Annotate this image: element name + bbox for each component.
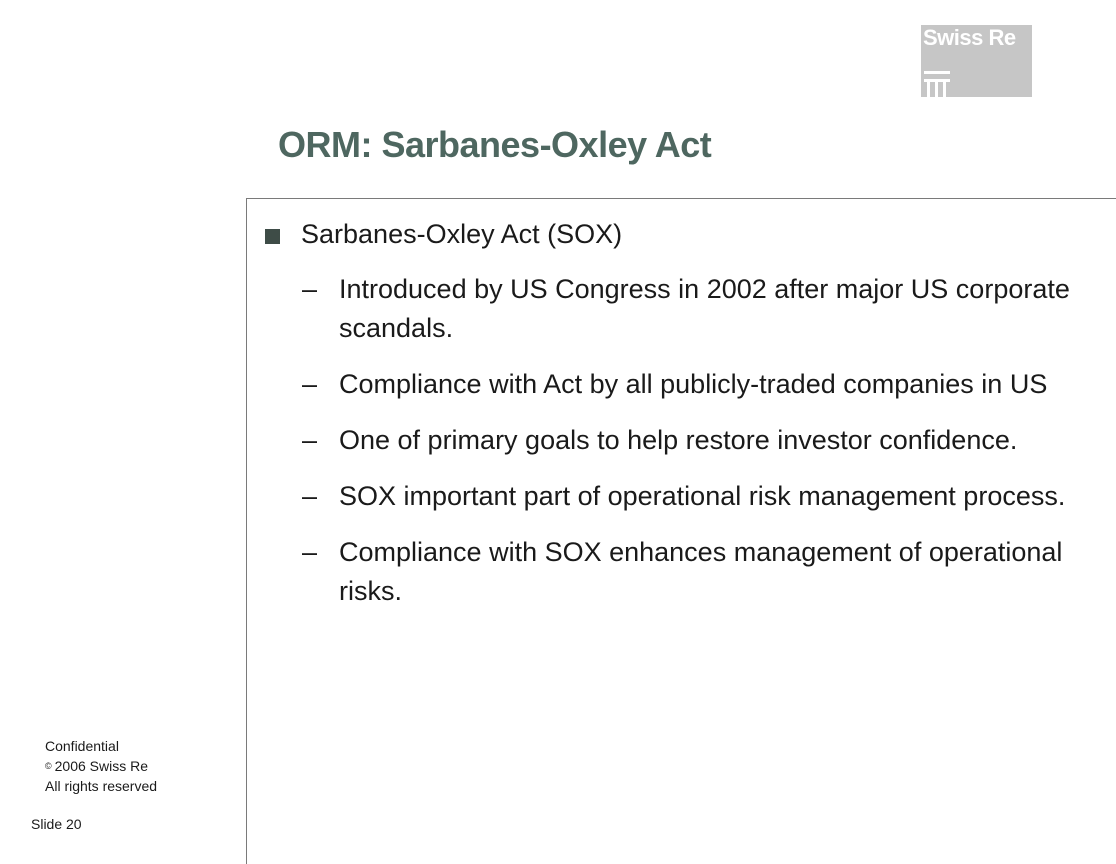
swiss-re-logo-mark-icon: [924, 71, 950, 97]
sub-item-text: Compliance with SOX enhances management of operational risks.: [339, 537, 1063, 606]
footer: [45, 736, 157, 796]
dash-bullet: –: [302, 425, 318, 455]
copyright-text: 2006 Swiss Re: [54, 758, 149, 774]
slide-content: [264, 214, 1104, 628]
sub-item: [264, 365, 1104, 404]
bullet-item: [264, 214, 1104, 254]
square-bullet-icon: [265, 229, 280, 244]
dash-bullet: –: [302, 481, 318, 511]
sub-item: [264, 421, 1104, 460]
dash-bullet: –: [302, 274, 318, 304]
sub-item-text: SOX important part of operational risk management process.: [339, 481, 1066, 511]
sub-item: [264, 270, 1104, 348]
sub-item-text: Compliance with Act by all publicly-traded companies in US: [339, 369, 1048, 399]
bullet-text: Sarbanes-Oxley Act (SOX): [301, 219, 623, 249]
sub-item: [264, 477, 1104, 516]
slide-number: Slide 20: [31, 816, 82, 832]
rights-label: All rights reserved: [45, 778, 158, 794]
copyright-line: [45, 756, 157, 776]
sub-item: [264, 533, 1104, 611]
sub-item-text: One of primary goals to help restore investor confidence.: [339, 425, 1018, 455]
content-frame-left-border: [246, 198, 247, 864]
logo-text: Swiss Re: [923, 25, 1016, 50]
dash-bullet: –: [302, 369, 318, 399]
confidential-label: Confidential: [45, 738, 119, 754]
copyright-symbol: ©: [45, 761, 52, 771]
dash-bullet: –: [302, 537, 318, 567]
swiss-re-logo: [921, 25, 1032, 97]
slide-title: ORM: Sarbanes-Oxley Act: [278, 124, 712, 165]
sub-item-text: Introduced by US Congress in 2002 after major US corporate scandals.: [339, 274, 1070, 343]
content-frame-top-border: [246, 198, 1116, 199]
